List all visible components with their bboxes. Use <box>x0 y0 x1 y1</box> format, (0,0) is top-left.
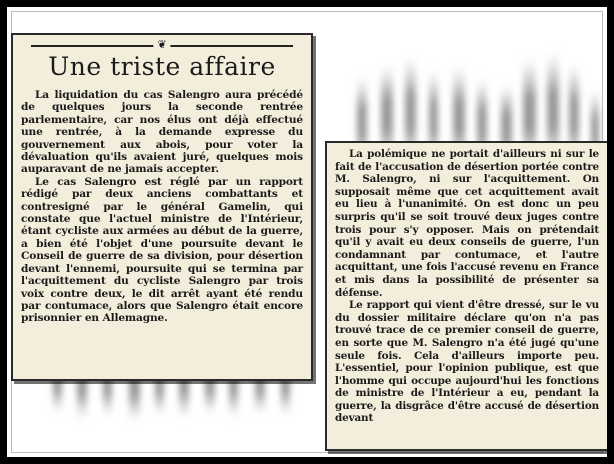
article-title: Une triste affaire <box>48 52 276 81</box>
rule-ornament-icon: ❦ <box>153 38 170 52</box>
article-paragraph: La polémique ne portait d'ailleurs ni sur le fait de l'accusation de désertion portée contre M. Salengro, ni sur l'acquittement. On supposait même que cet acquittement avait eu lieu à l'unanimité. On est donc un peu surpris qu'il se soit trouvé deux juges contre trois pour s'y opposer. Mais on prétendait qu'il y avait eu deux conseils de guerre, l'un condamnant par contumace, et l'autre acquittant, une fois l'accusé revenu en France et mis dans la possibilité de présenter sa défense. <box>335 148 599 299</box>
article-paragraph: Le cas Salengro est réglé par un rapport rédigé par deux anciens combattants et contresigné par le général Gamelin, qui constate que l'actuel ministre de l'Intérieur, étant cycliste aux armées au début de la guerre, a bien été l'objet d'une poursuite devant le Conseil de guerre de sa division, pour désertion devant l'ennemi, poursuite qui se termina par l'acquittement du cycliste Salengro par trois voix contre deux, le dit arrêt ayant été rendu par contumace, alors que Salengro était encore prisonnier en Allemagne. <box>21 175 303 325</box>
article-clipping-right <box>325 141 609 451</box>
title-rule <box>31 38 293 51</box>
article-paragraph: La liquidation du cas Salengro aura précédé de quelques jours la seconde rentrée parlementaire, car nos élus ont déjà effectué une rentrée, à la demande expresse du gouvernement aux abois, pour voter la dévaluation qu'ils avaient juré, quelques mois auparavant de ne jamais accepter. <box>21 89 303 176</box>
article-paragraph: Le rapport qui vient d'être dressé, sur le vu du dossier militaire déclare qu'on n'a pas trouvé trace de ce premier conseil de guerre, en sorte que M. Salengro n'a été jugé qu'une seule fois. Cela d'ailleurs importe peu. L'essentiel, pour l'opinion publique, est que l'homme qui occupe aujourd'hui les fonctions de ministre de l'Intérieur a eu, pendant la guerre, la disgrâce d'être accusé de désertion devant <box>335 299 599 425</box>
article-clipping-left <box>11 33 313 381</box>
